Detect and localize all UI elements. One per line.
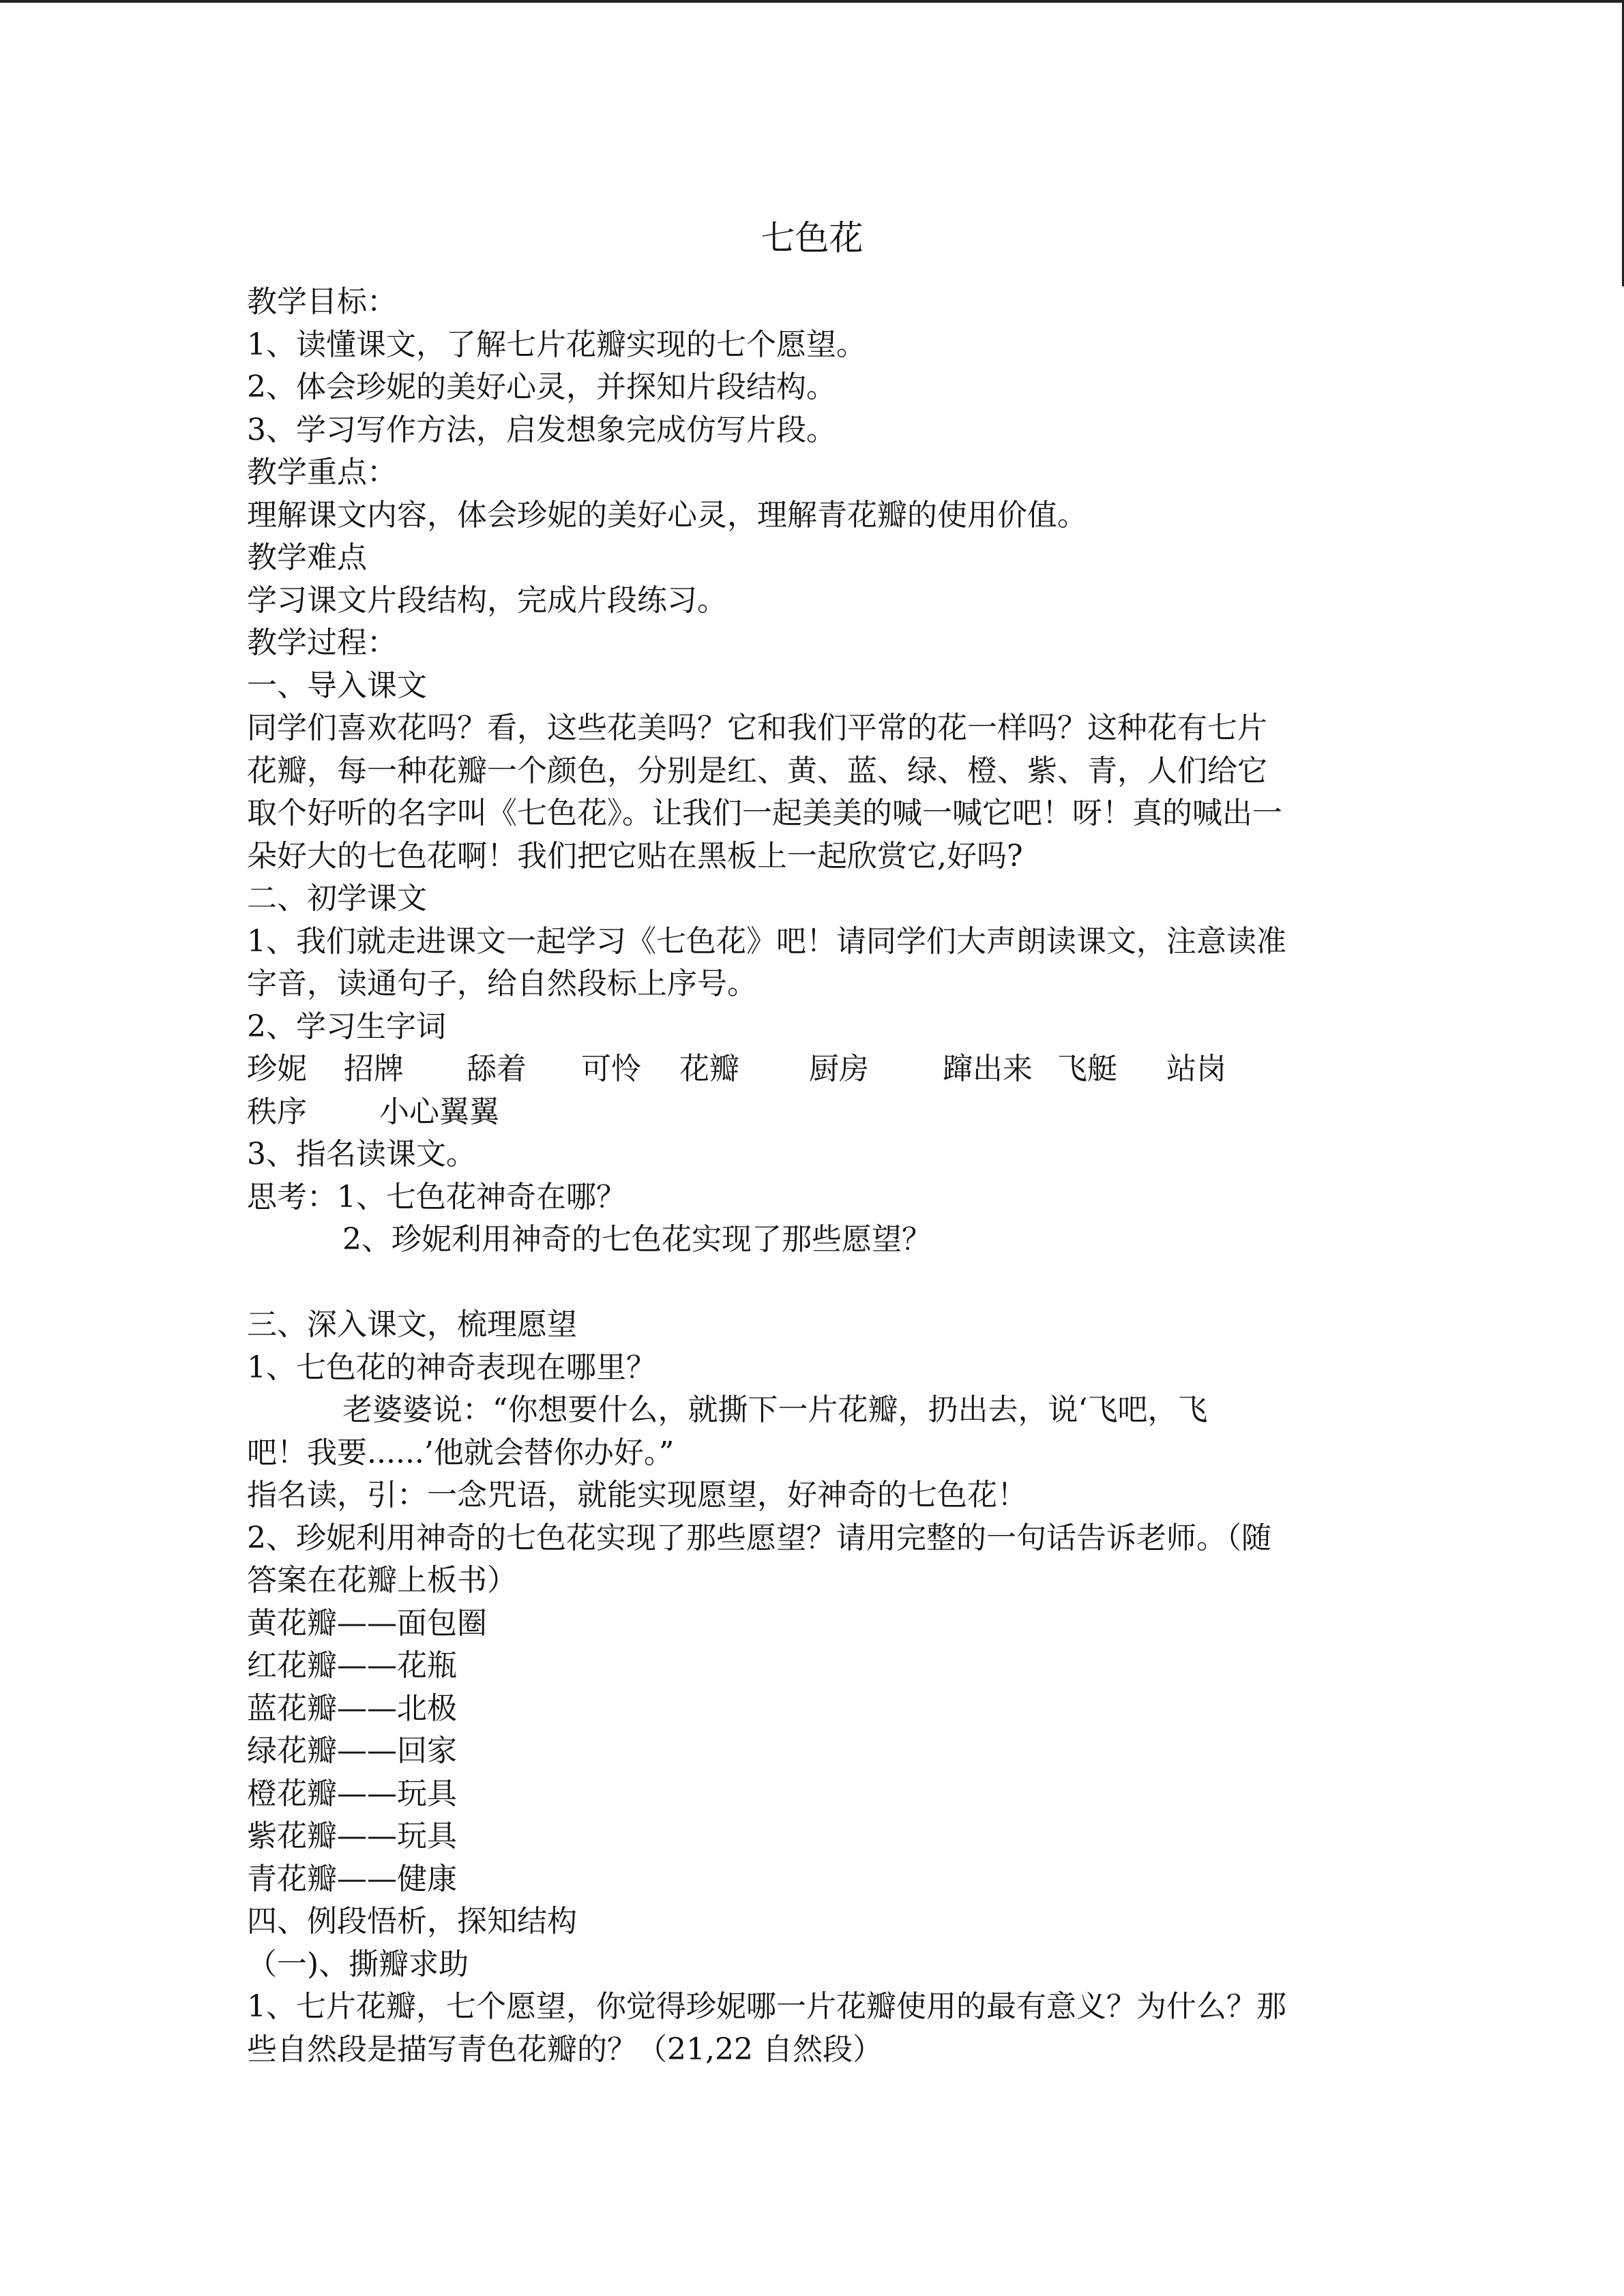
heading-key-points: 教学重点： [247,455,397,490]
document-title: 七色花 [761,218,863,258]
step-3: 3、指名读课文。 [247,1137,476,1172]
difficulties-text: 学习课文片段结构，完成片段练习。 [247,582,727,618]
heading-process: 教学过程： [247,625,397,660]
vocab-word: 可怜 [581,1052,641,1086]
question-line: 1、七色花的神奇表现在哪里？ [247,1350,656,1385]
paragraph-line: 取个好听的名字叫《七色花》。让我们一起美美的喊一喊它吧！呀！真的喊出一 [247,796,1282,831]
paragraph-line: 指名读，引：一念咒语，就能实现愿望，好神奇的七色花！ [247,1478,1027,1512]
key-points-text: 理解课文内容，体会珍妮的美好心灵，理解青花瓣的使用价值。 [247,497,1087,533]
paragraph-line: 1、我们就走进课文一起学习《七色花》吧！请同学们大声朗读课文，注意读准 [247,923,1286,959]
paragraph-line: 答案在花瓣上板书） [247,1563,517,1598]
paragraph-line: 朵好大的七色花啊！我们把它贴在黑板上一起欣赏它,好吗? [247,838,1023,874]
blank-line [247,1262,1379,1304]
vocab-word: 小心翼翼 [379,1094,499,1129]
vocab-word: 站岗 [1166,1052,1226,1086]
quote-line: 老婆婆说：“你想要什么，就撕下一片花瓣，扔出去，说‘飞吧，飞 [342,1392,1208,1427]
heading-difficulties: 教学难点 [247,540,367,575]
vocab-heading: 2、学习生字词 [247,1009,446,1044]
paragraph-line: 花瓣，每一种花瓣一个颜色，分别是红、黄、蓝、绿、橙、紫、青，人们给它 [247,753,1267,788]
vocab-word: 蹿出来 [943,1052,1033,1086]
objective-3: 3、学习写作方法，启发想象完成仿写片段。 [247,412,836,447]
vocab-word: 舔着 [467,1052,527,1086]
heading-objectives: 教学目标： [247,284,397,319]
vocab-word: 厨房 [809,1052,869,1086]
petal-item: 橙花瓣——玩具 [247,1776,457,1811]
vocab-word: 秩序 [247,1094,307,1129]
paragraph-line: 些自然段是描写青色花瓣的？（21,22 自然段） [247,2031,883,2067]
think-question-2: 2、珍妮利用神奇的七色花实现了那些愿望？ [342,1222,932,1257]
section-3-heading: 三、深入课文，梳理愿望 [247,1307,577,1342]
petal-item: 青花瓣——健康 [247,1861,457,1896]
petal-item: 黄花瓣——面包圈 [247,1605,487,1641]
quote-line: 吧！我要......’他就会替你办好。” [247,1435,675,1470]
petal-item: 紫花瓣——玩具 [247,1819,457,1853]
petal-item: 蓝花瓣——北极 [247,1690,457,1726]
vocab-word: 招牌 [344,1052,404,1086]
paragraph-line: 1、七片花瓣，七个愿望，你觉得珍妮哪一片花瓣使用的最有意义？为什么？那 [247,1989,1286,2024]
paragraph-line: 字音，读通句子，给自然段标上序号。 [247,966,757,1001]
vocab-row-1 [247,1048,1379,1091]
paragraph-line: 同学们喜欢花吗？看，这些花美吗？它和我们平常的花一样吗？这种花有七片 [247,711,1267,745]
objective-2: 2、体会珍妮的美好心灵，并探知片段结构。 [247,370,836,404]
think-question-1: 思考：1、七色花神奇在哪？ [247,1179,626,1214]
subsection-heading: （一)、撕瓣求助 [247,1946,469,1982]
vocab-word: 飞艇 [1057,1052,1117,1086]
top-border [0,0,1624,3]
section-2-heading: 二、初学课文 [247,881,427,916]
section-4-heading: 四、例段悟析，探知结构 [247,1904,577,1939]
document-body [247,281,1379,2071]
petal-item: 红花瓣——花瓶 [247,1648,457,1683]
paragraph-line: 2、珍妮利用神奇的七色花实现了那些愿望？请用完整的一句话告诉老师。（随 [247,1520,1271,1555]
vocab-row-2 [247,1091,1379,1134]
vocab-word: 花瓣 [679,1052,739,1086]
objective-1: 1、读懂课文，了解七片花瓣实现的七个愿望。 [247,327,866,362]
section-1-heading: 一、导入课文 [247,668,427,703]
vocab-word: 珍妮 [247,1052,307,1086]
petal-item: 绿花瓣——回家 [247,1733,457,1768]
